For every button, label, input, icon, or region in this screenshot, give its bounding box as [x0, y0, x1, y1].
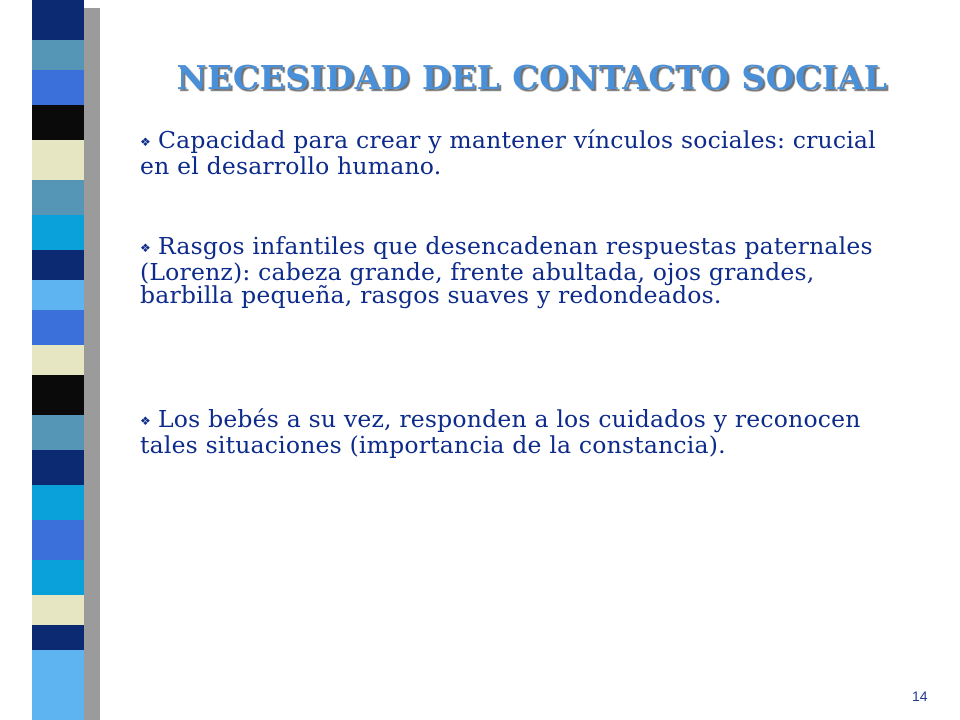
bullet-item: [140, 126, 900, 180]
bullet-item: [140, 405, 900, 459]
decorative-color-strip: [32, 0, 84, 720]
strip-block: [32, 450, 84, 485]
bullet-text: Los bebés a su vez, responden a los cuidados y reconocen tales situaciones (importancia de la constancia).: [140, 405, 861, 459]
strip-block: [32, 0, 84, 40]
strip-block: [32, 140, 84, 180]
strip-block: [32, 215, 84, 250]
four-diamond-bullet-icon: ❖: [140, 135, 151, 149]
strip-block: [32, 625, 84, 650]
strip-block: [32, 105, 84, 140]
slide-title: NECESIDAD DEL CONTACTO SOCIAL: [176, 58, 888, 97]
strip-block: [32, 345, 84, 375]
four-diamond-bullet-icon: ❖: [140, 414, 151, 428]
strip-block: [32, 485, 84, 520]
strip-block: [32, 250, 84, 280]
page-number: 14: [912, 688, 928, 704]
four-diamond-bullet-icon: ❖: [140, 241, 151, 255]
strip-block: [32, 375, 84, 415]
strip-block: [32, 310, 84, 345]
strip-block: [32, 280, 84, 310]
strip-block: [32, 415, 84, 450]
bullet-text: Rasgos infantiles que desencadenan respuestas paternales (Lorenz): cabeza grande, frente abultada, ojos grandes, barbilla pequeña, rasgos suaves y redondeados.: [140, 232, 873, 309]
strip-block: [32, 595, 84, 625]
bullet-item: [140, 232, 900, 309]
strip-block: [32, 520, 84, 560]
strip-block: [32, 650, 84, 720]
strip-block: [32, 180, 84, 215]
strip-block: [32, 560, 84, 595]
bullet-text: Capacidad para crear y mantener vínculos sociales: crucial en el desarrollo humano.: [140, 126, 876, 180]
